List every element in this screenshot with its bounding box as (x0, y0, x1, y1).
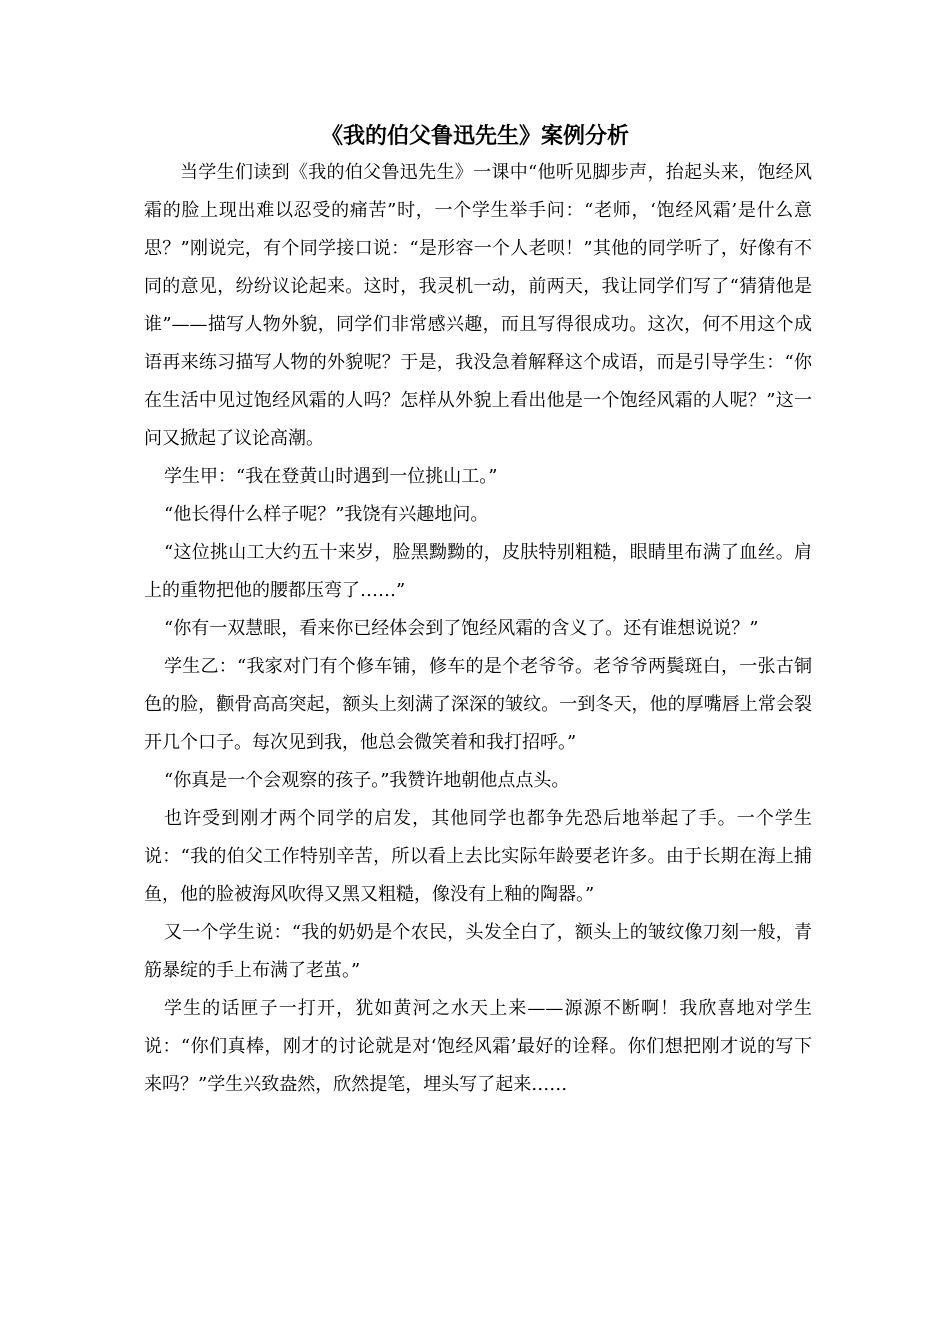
paragraph-teacher-approval: “你真是一个会观察的孩子。”我赞许地朝他点点头。 (164, 770, 570, 791)
document-body (144, 154, 812, 1104)
paragraph-student-a: 学生甲：“我在登黄山时遇到一位挑山工。” (164, 466, 498, 487)
document-title: 《我的伯父鲁迅先生》案例分析 (320, 123, 629, 149)
paragraph-grandma: 又一个学生说：“我的奶奶是个农民，头发全白了，额头上的皱纹像刀刻一般，青筋暴绽的手上布满了老茧。” (144, 922, 812, 981)
paragraph-porter-description: “这位挑山工大约五十来岁，脸黑黝黝的，皮肤特别粗糙，眼睛里布满了血丝。肩上的重物把他的腰都压弯了……” (144, 542, 812, 601)
paragraph-student-b: 学生乙：“我家对门有个修车铺，修车的是个老爷爷。老爷爷两鬓斑白，一张古铜色的脸，颧骨高高突起，额头上刻满了深深的皱纹。一到冬天，他的厚嘴唇上常会裂开几个口子。每次见到我，他总会微笑着和我打招呼。” (144, 656, 812, 753)
paragraph-intro: 当学生们读到《我的伯父鲁迅先生》一课中“他听见脚步声，抬起头来，饱经风霜的脸上现出难以忍受的痛苦”时，一个学生举手问：“老师，‘饱经风霜’是什么意思？”刚说完，有个同学接口说：“是形容一个人老呗！”其他的同学听了，好像有不同的意见，纷纷议论起来。这时，我灵机一动，前两天，我让同学们写了“猜猜他是谁”——描写人物外貌，同学们非常感兴趣，而且写得很成功。这次，何不用这个成语再来练习描写人物的外貌呢？于是，我没急着解释这个成语，而是引导学生：“你在生活中见过饱经风霜的人吗？怎样从外貌上看出他是一个饱经风霜的人呢？”这一问又掀起了议论高潮。 (144, 162, 812, 449)
paragraph-conclusion: 学生的话匣子一打开，犹如黄河之水天上来——源源不断啊！我欣喜地对学生说：“你们真棒，刚才的讨论就是对‘饱经风霜’最好的诠释。你们想把刚才说的写下来吗？”学生兴致盎然，欣然提笔，埋头写了起来…… (144, 998, 812, 1095)
paragraph-teacher-question: “他长得什么样子呢？”我饶有兴趣地问。 (164, 504, 489, 525)
paragraph-uncle: 也许受到刚才两个同学的启发，其他同学也都争先恐后地举起了手。一个学生说：“我的伯父工作特别辛苦，所以看上去比实际年龄要老许多。由于长期在海上捕鱼，他的脸被海风吹得又黑又粗糙，像没有上釉的陶器。” (144, 808, 812, 905)
paragraph-teacher-praise: “你有一双慧眼，看来你已经体会到了饱经风霜的含义了。还有谁想说说？” (164, 618, 759, 639)
